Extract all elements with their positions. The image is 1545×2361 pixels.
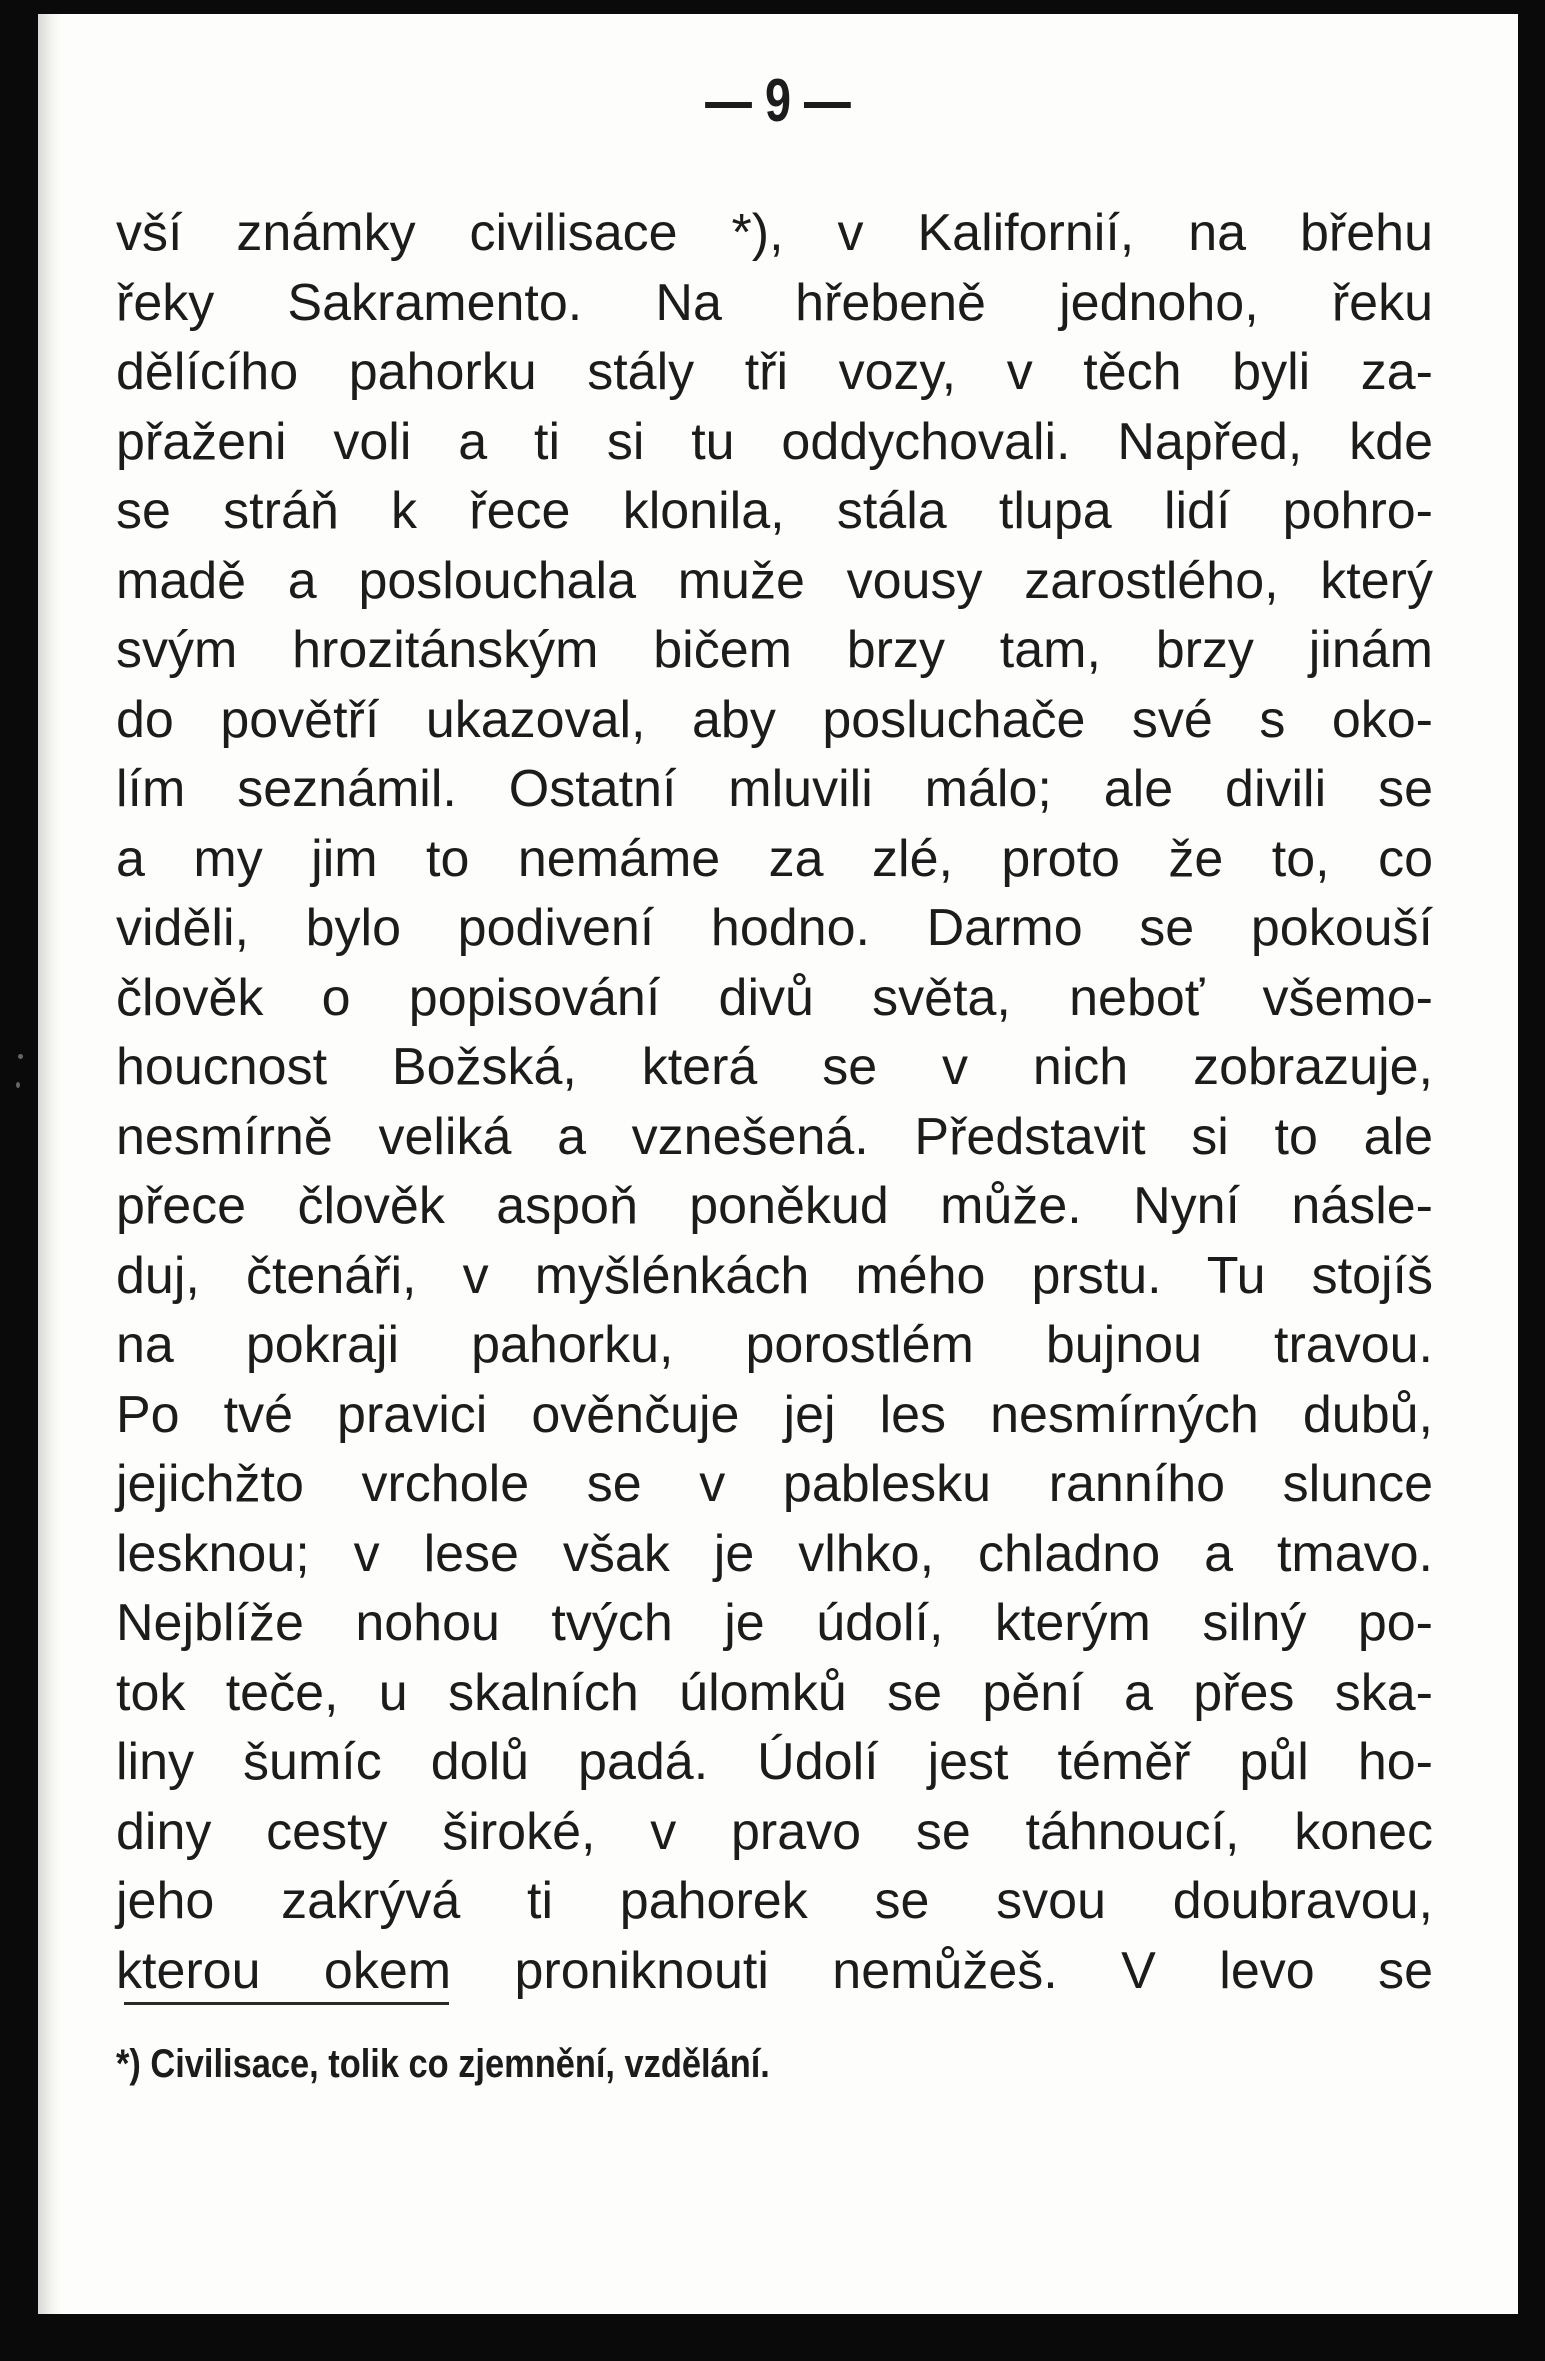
text-line: svým hrozitánským bičem brzy tam, brzy jinám <box>116 621 1433 679</box>
text-line: do povětří ukazoval, aby posluchače své s oko- <box>116 690 1433 749</box>
text-line: tok teče, u skalních úlomků se pění a přes ska- <box>116 1663 1433 1722</box>
book-page <box>38 14 1518 2314</box>
text-line: lím seznámil. Ostatní mluvili málo; ale divili se <box>116 760 1433 818</box>
text-line: Po tvé pravici ověnčuje jej les nesmírných dubů, <box>116 1385 1433 1444</box>
text-line: na pokraji pahorku, porostlém bujnou travou. <box>116 1316 1433 1374</box>
paper-speck <box>18 1054 23 1059</box>
page-gutter-shadow <box>38 14 60 2314</box>
text-line: madě a poslouchala muže vousy zarostlého, který <box>116 551 1433 610</box>
page-number: — 9 — <box>705 67 851 134</box>
text-line: duj, čtenáři, v myšlénkách mého prstu. Tu stojíš <box>116 1246 1433 1305</box>
text-line: řeky Sakramento. Na hřebeně jednoho, řeku <box>116 273 1433 332</box>
text-line: lesknou; v lese však je vlhko, chladno a tmavo. <box>116 1524 1433 1583</box>
text-line: vší známky civilisace *), v Kalifornií, na břehu <box>116 204 1433 262</box>
text-line: houcnost Božská, která se v nich zobrazuje, <box>116 1038 1433 1096</box>
text-line: viděli, bylo podivení hodno. Darmo se pokouší <box>116 899 1433 957</box>
text-line: diny cesty široké, v pravo se táhnoucí, konec <box>116 1802 1433 1861</box>
text-line: dělícího pahorku stály tři vozy, v těch byli za- <box>116 343 1433 401</box>
text-line: kterou okem proniknouti nemůžeš. V levo se <box>116 1941 1433 2000</box>
text-line: přaženi voli a ti si tu oddychovali. Napřed, kde <box>116 412 1433 471</box>
text-line: nesmírně veliká a vznešená. Představit si to ale <box>116 1107 1433 1166</box>
text-line: Nejblíže nohou tvých je údolí, kterým silný po- <box>116 1594 1433 1652</box>
text-line: člověk o popisování divů světa, neboť všemo- <box>116 968 1433 1027</box>
text-line: jejichžto vrchole se v pablesku ranního slunce <box>116 1455 1433 1513</box>
text-line: se stráň k řece klonila, stála tlupa lidí pohro- <box>116 482 1433 540</box>
text-line: a my jim to nemáme za zlé, proto že to, co <box>116 829 1433 888</box>
body-text <box>116 199 1433 2006</box>
footnote-rule <box>124 2002 449 2005</box>
footnote: *) Civilisace, tolik co zjemnění, vzdělání. <box>116 2042 770 2086</box>
paper-speck <box>16 1082 20 1088</box>
text-line: přece člověk aspoň poněkud může. Nyní násle- <box>116 1177 1433 1235</box>
text-line: liny šumíc dolů padá. Údolí jest téměř půl ho- <box>116 1733 1433 1791</box>
text-line: jeho zakrývá ti pahorek se svou doubravou, <box>116 1872 1433 1930</box>
